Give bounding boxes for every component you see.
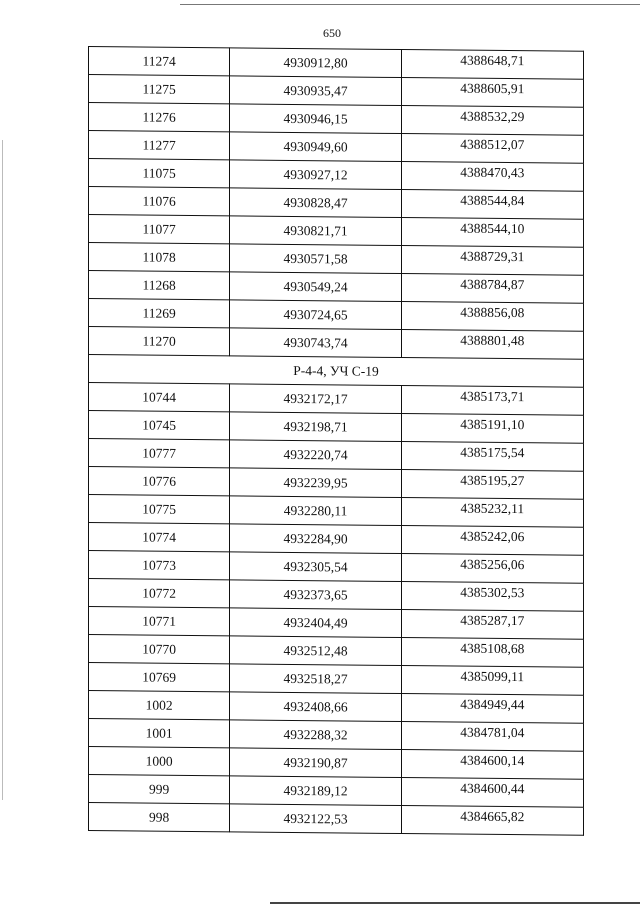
coordinate-y-cell [401,330,583,360]
coordinate-y-cell [401,78,583,108]
coordinate-y-cell [401,526,583,556]
point-number-cell: 10770 [89,635,230,664]
coordinate-y-cell [401,442,583,472]
coordinate-x-cell: 4932305,54 [230,552,401,582]
coordinate-y-value: 4388470,43 [460,164,525,180]
coordinate-x-cell: 4932284,90 [230,524,401,554]
coordinate-x-cell: 4930935,47 [230,76,401,106]
coordinate-y-value: 4385242,06 [460,528,525,544]
coordinate-x-cell: 4932288,32 [230,720,401,750]
coordinate-x-cell: 4930549,24 [230,272,401,302]
coordinate-y-cell [401,302,583,332]
point-number-cell: 11078 [89,243,230,272]
coordinate-x-cell: 4932122,53 [230,804,401,834]
coordinate-y-cell [401,498,583,528]
coordinate-x-cell: 4932189,12 [230,776,401,806]
coordinates-table [88,46,584,836]
coordinate-y-value: 4388856,08 [460,304,525,320]
coordinate-x-cell: 4932518,27 [230,664,401,694]
coordinate-y-cell [401,666,583,696]
point-number-cell: 11276 [89,103,230,132]
point-number-cell: 10776 [89,467,230,496]
coordinate-x-cell: 4930571,58 [230,244,401,274]
coordinate-y-value: 4385232,11 [460,500,525,516]
coordinate-x-cell: 4930912,80 [230,48,401,78]
point-number-cell: 1001 [89,719,230,748]
point-number-cell: 10772 [89,579,230,608]
coordinate-y-cell [401,806,583,836]
point-number-cell: 11076 [89,187,230,216]
point-number-cell: 11269 [89,299,230,328]
coordinate-x-cell: 4932172,17 [230,384,401,414]
coordinate-y-value: 4388512,07 [460,136,525,152]
coordinate-x-cell: 4932280,11 [230,496,401,526]
coordinate-y-cell [401,218,583,248]
point-number-cell: 998 [89,803,230,832]
coordinate-y-value: 4388605,91 [460,80,525,96]
coordinates-table-body [89,47,584,836]
coordinate-y-value: 4388801,48 [460,332,525,348]
coordinate-y-value: 4385256,06 [460,556,525,572]
coordinate-x-cell: 4930828,47 [230,188,401,218]
coordinate-y-cell [401,470,583,500]
point-number-cell: 11270 [89,327,230,356]
coordinate-x-cell: 4932373,65 [230,580,401,610]
coordinate-y-value: 4385195,27 [460,472,525,488]
coordinate-x-cell: 4930927,12 [230,160,401,190]
coordinate-y-cell [401,162,583,192]
point-number-cell: 1002 [89,691,230,720]
point-number-cell: 11075 [89,159,230,188]
point-number-cell: 10771 [89,607,230,636]
coordinate-y-cell [401,554,583,584]
coordinate-y-value: 4384600,14 [460,752,525,768]
point-number-cell: 10774 [89,523,230,552]
point-number-cell: 11274 [89,47,230,76]
coordinate-y-cell [401,246,583,276]
coordinate-y-value: 4384949,44 [460,696,525,712]
coordinate-y-cell [401,386,583,416]
scan-edge-top [180,4,640,5]
coordinate-x-cell: 4930946,15 [230,104,401,134]
coordinate-y-cell [401,50,583,80]
coordinate-x-cell: 4930821,71 [230,216,401,246]
coordinate-x-cell: 4930724,65 [230,300,401,330]
coordinate-y-cell [401,414,583,444]
point-number-cell: 11275 [89,75,230,104]
coordinate-y-value: 4385108,68 [460,640,525,656]
coordinate-x-cell: 4932190,87 [230,748,401,778]
point-number-cell: 10775 [89,495,230,524]
coordinate-x-cell: 4930743,74 [230,328,401,358]
scan-edge-bottom [270,902,640,904]
coordinate-y-value: 4384665,82 [460,808,525,824]
coordinate-y-value: 4388784,87 [460,276,525,292]
coordinate-x-cell: 4932512,48 [230,636,401,666]
coordinate-x-cell: 4930949,60 [230,132,401,162]
section-title: Р-4-4, УЧ С-19 [89,355,584,388]
coordinate-y-value: 4388648,71 [460,52,525,68]
coordinate-y-value: 4388544,10 [460,220,525,236]
coordinate-y-cell [401,190,583,220]
coordinate-y-cell [401,750,583,780]
coordinate-x-cell: 4932404,49 [230,608,401,638]
coordinate-y-cell [401,274,583,304]
coordinate-y-value: 4385287,17 [460,612,525,628]
coordinate-y-value: 4385175,54 [460,444,525,460]
coordinate-y-value: 4385099,11 [460,668,525,684]
coordinate-y-cell [401,638,583,668]
coordinate-x-cell: 4932408,66 [230,692,401,722]
point-number-cell: 999 [89,775,230,804]
coordinate-x-cell: 4932198,71 [230,412,401,442]
table-row [89,803,584,836]
point-number-cell: 10745 [89,411,230,440]
point-number-cell: 10744 [89,383,230,412]
coordinate-y-cell [401,722,583,752]
coordinate-y-cell [401,582,583,612]
coordinate-y-value: 4385191,10 [460,416,525,432]
coordinate-y-value: 4384600,44 [460,780,525,796]
point-number-cell: 11268 [89,271,230,300]
coordinate-y-value: 4384781,04 [460,724,525,740]
coordinate-y-value: 4385302,53 [460,584,525,600]
page-number: 650 [323,26,341,40]
coordinate-x-cell: 4932220,74 [230,440,401,470]
point-number-cell: 10777 [89,439,230,468]
point-number-cell: 1000 [89,747,230,776]
coordinate-y-cell [401,610,583,640]
point-number-cell: 10769 [89,663,230,692]
coordinates-table-wrapper [88,46,584,836]
coordinate-y-value: 4388729,31 [460,248,525,264]
scan-edge-left [2,140,3,800]
point-number-cell: 11077 [89,215,230,244]
coordinate-y-value: 4388544,84 [460,192,525,208]
coordinate-y-cell [401,134,583,164]
coordinate-y-cell [401,106,583,136]
point-number-cell: 10773 [89,551,230,580]
coordinate-x-cell: 4932239,95 [230,468,401,498]
point-number-cell: 11277 [89,131,230,160]
coordinate-y-value: 4388532,29 [460,108,525,124]
coordinate-y-cell [401,778,583,808]
coordinate-y-cell [401,694,583,724]
coordinate-y-value: 4385173,71 [460,388,525,404]
